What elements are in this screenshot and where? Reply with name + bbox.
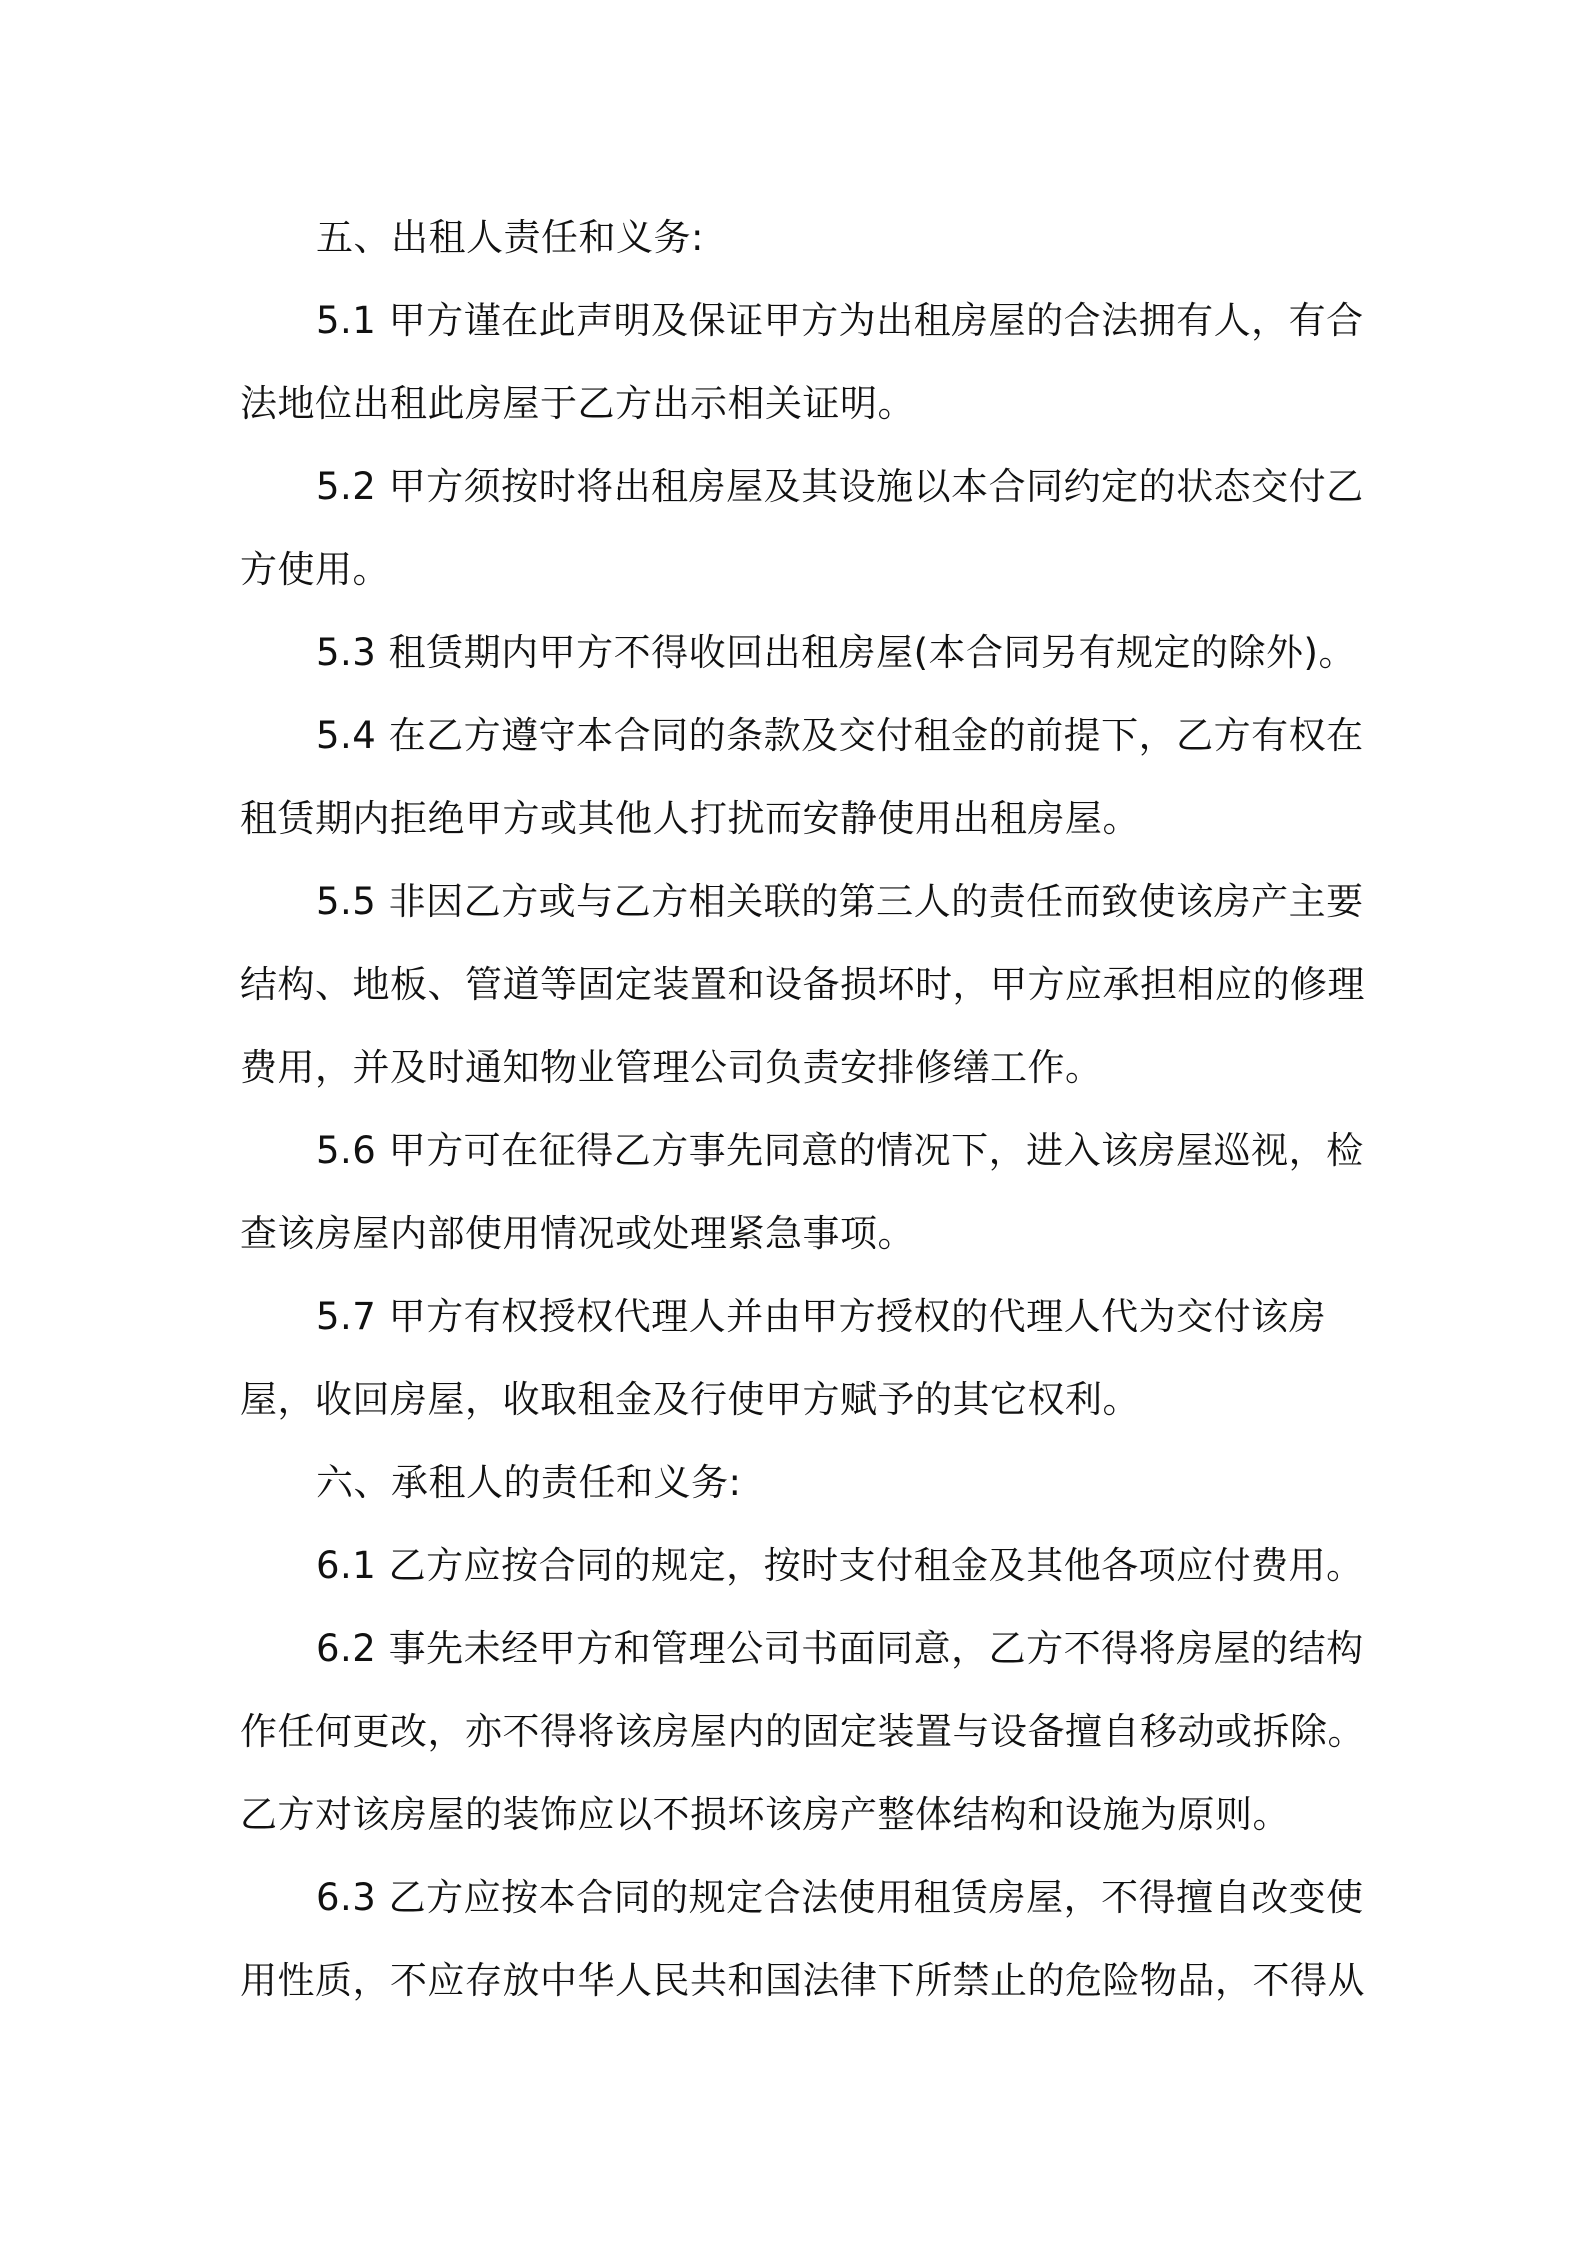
clause-5-5: 5.5 非因乙方或与乙方相关联的第三人的责任而致使该房产主要结构、地板、管道等固定装置和设备损坏时，甲方应承担相应的修理费用，并及时通知物业管理公司负责安排修缮工作。 [240,880,1365,1089]
section-heading-lessee-duties: 六、承租人的责任和义务: [316,1461,742,1504]
clause-5-2: 5.2 甲方须按时将出租房屋及其设施以本合同约定的状态交付乙方使用。 [240,465,1364,591]
clause-5-4: 5.4 在乙方遵守本合同的条款及交付租金的前提下，乙方有权在租赁期内拒绝甲方或其他人打扰而安静使用出租房屋。 [240,714,1364,840]
clause-5-1: 5.1 甲方谨在此声明及保证甲方为出租房屋的合法拥有人，有合法地位出租此房屋于乙方出示相关证明。 [240,299,1364,425]
clause-5-7: 5.7 甲方有权授权代理人并由甲方授权的代理人代为交付该房屋，收回房屋，收取租金及行使甲方赋予的其它权利。 [240,1295,1327,1421]
clause-5-6: 5.6 甲方可在征得乙方事先同意的情况下，进入该房屋巡视，检查该房屋内部使用情况或处理紧急事项。 [240,1129,1364,1255]
section-heading-lessor-duties: 五、出租人责任和义务: [316,216,704,259]
clause-6-3: 6.3 乙方应按本合同的规定合法使用租赁房屋，不得擅自改变使用性质，不应存放中华人民共和国法律下所禁止的危险物品，不得从 [240,1876,1365,2002]
clause-6-2: 6.2 事先未经甲方和管理公司书面同意，乙方不得将房屋的结构作任何更改，亦不得将该房屋内的固定装置与设备擅自移动或拆除。乙方对该房屋的装饰应以不损坏该房产整体结构和设施为原则。 [240,1627,1365,1836]
clause-5-3: 5.3 租赁期内甲方不得收回出租房屋(本合同另有规定的除外)。 [316,631,1356,674]
document-body [240,196,1370,2022]
clause-6-1: 6.1 乙方应按合同的规定，按时支付租金及其他各项应付费用。 [316,1544,1364,1587]
